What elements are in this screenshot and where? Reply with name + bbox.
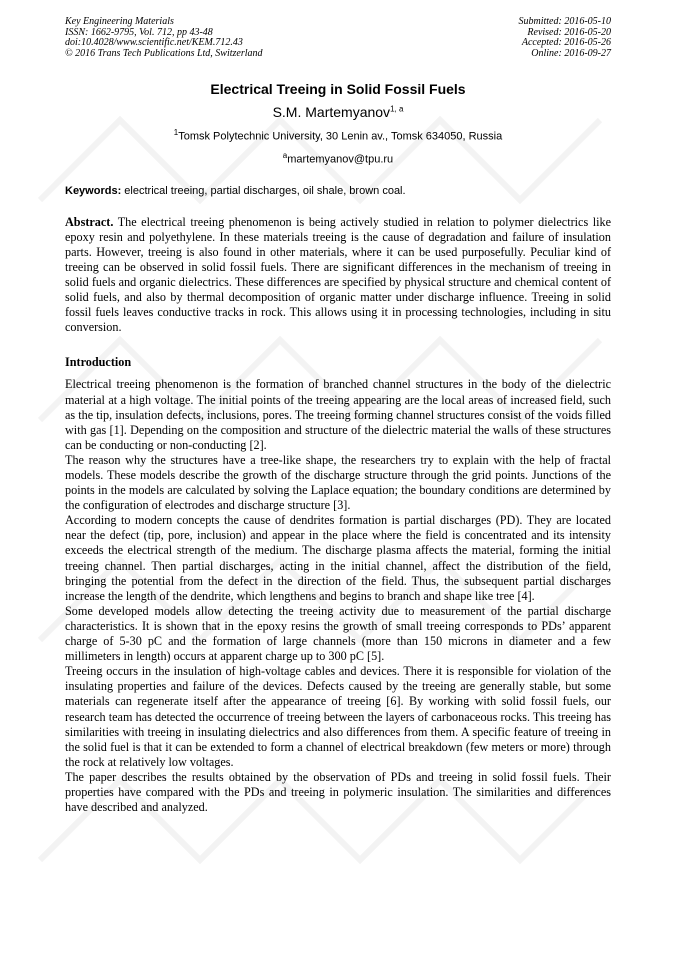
affiliation-sup: 1 — [173, 128, 179, 138]
intro-paragraph: The paper describes the results obtained by the observation of PDs and treeing in solid fossil fuels. Their properties have compared with the PDs and treeing in polymeric insulation. The similarities and differences have described and analyzed. — [65, 769, 611, 815]
intro-paragraph: Some developed models allow detecting the treeing activity due to measurement of the partial discharge characteristics. It is shown that in the epoxy resins the growth of small treeing corresponds to PDs’ apparent charge of 5-30 pC and the formation of large channels (more than 150 microns in diameter and a few millimeters in length) occurs at apparent charge up to 300 pC [5]. — [65, 603, 611, 664]
email-text: martemyanov@tpu.ru — [287, 153, 394, 166]
affiliation — [65, 128, 611, 143]
intro-paragraph: Electrical treeing phenomenon is the formation of branched channel structures in the body of the dielectric material at a high voltage. The initial points of the treeing appearing are the local areas of increased field, such as the tip, insulation defects, inclusions, pores. The treeing forming channel structures consist of the voids filled with gas [1]. Depending on the composition and structure of the dielectric material the walls of these structures can be conducting or non-conducting [2]. — [65, 377, 611, 452]
intro-paragraph: Treeing occurs in the insulation of high-voltage cables and devices. There it is responsible for violation of the insulating properties and failure of the devices. Defects caused by the treeing are generally stable, but some materials can regenerate itself after the appearance of treeing [6]. By working with solid fossil fuels, our research team has detected the occurrence of treeing between the layers of carbonaceous rocks. This treeing has similarities with treeing in insulating dielectrics and also differences from them. A specific feature of treeing in the solid fuel is that it can be extended to form a channel of electrical breakdown (few meters or more) through the rock at relatively low voltages. — [65, 664, 611, 769]
revised-date: Revised: 2016-05-20 — [527, 26, 611, 38]
abstract — [65, 215, 611, 336]
affiliation-text: Tomsk Polytechnic University, 30 Lenin av., Tomsk 634050, Russia — [178, 131, 503, 144]
journal-header — [65, 17, 611, 59]
author-email — [65, 151, 611, 166]
author-line — [65, 104, 611, 120]
journal-doi: doi:10.4028/www.scientific.net/KEM.712.43 — [65, 37, 243, 49]
keywords — [65, 185, 611, 197]
email-sup: a — [282, 151, 288, 161]
journal-copyright: © 2016 Trans Tech Publications Ltd, Switzerland — [65, 47, 263, 59]
author-name: S.M. Martemyanov — [272, 104, 391, 121]
intro-paragraph: According to modern concepts the cause of dendrites formation is partial discharges (PD). They are located near the defect (tip, pore, inclusion) and appear in the place where the field is concentrated and its intensity exceeds the electrical strength of the medium. The discharge plasma affects the material, forming the initial treeing channel. Then partial discharges, acting in the initial channel, affect the distribution of the field, bringing the potential from the defect in the direction of the field. Thus, the subsequent partial discharges increase the length of the dendrite, which lengthens and begins to branch and shape like tree [4]. — [65, 513, 611, 603]
intro-paragraph: The reason why the structures have a tree-like shape, the researchers try to explain with the help of fractal models. These models describe the growth of the discharge structure through the grid points. Junctions of the points in the models are calculated by solving the Laplace equation; the boundary conditions are determined by the configuration of electrodes and discharge structure [3]. — [65, 452, 611, 513]
section-title-introduction: Introduction — [65, 355, 132, 370]
journal-issn: ISSN: 1662-9795, Vol. 712, pp 43-48 — [65, 26, 213, 38]
keywords-label: Keywords: — [65, 184, 122, 197]
author-sup: 1, a — [390, 104, 404, 114]
publication-dates — [519, 17, 612, 59]
paper-title: Electrical Treeing in Solid Fossil Fuels — [210, 81, 466, 98]
keywords-text: electrical treeing, partial discharges, oil shale, brown coal. — [121, 184, 406, 197]
submitted-date: Submitted: 2016-05-10 — [518, 16, 611, 27]
accepted-date: Accepted: 2016-05-26 — [521, 37, 611, 49]
abstract-label: Abstract. — [65, 214, 114, 229]
journal-info — [65, 17, 263, 59]
online-date: Online: 2016-09-27 — [531, 47, 611, 59]
abstract-text: The electrical treeing phenomenon is being actively studied in relation to polymer dielectrics like epoxy resin and polyethylene. In these materials treeing is the cause of degradation and failure of insulation parts. However, treeing is also found in other materials, where it can be used purposefully. Peculiar kind of treeing can be observed in solid fossil fuels. There are significant differences in the mechanism of treeing in solid fuels and organic dielectrics. These differences are specified by physical structure and chemical content of solid fuels, and also by thermal decomposition of organic matter under discharge influence. Treeing in solid fossil fuels leaves conductive tracks in rock. This allows using it in processing technologies, including in situ conversion. — [65, 214, 611, 335]
journal-name: Key Engineering Materials — [65, 16, 174, 27]
